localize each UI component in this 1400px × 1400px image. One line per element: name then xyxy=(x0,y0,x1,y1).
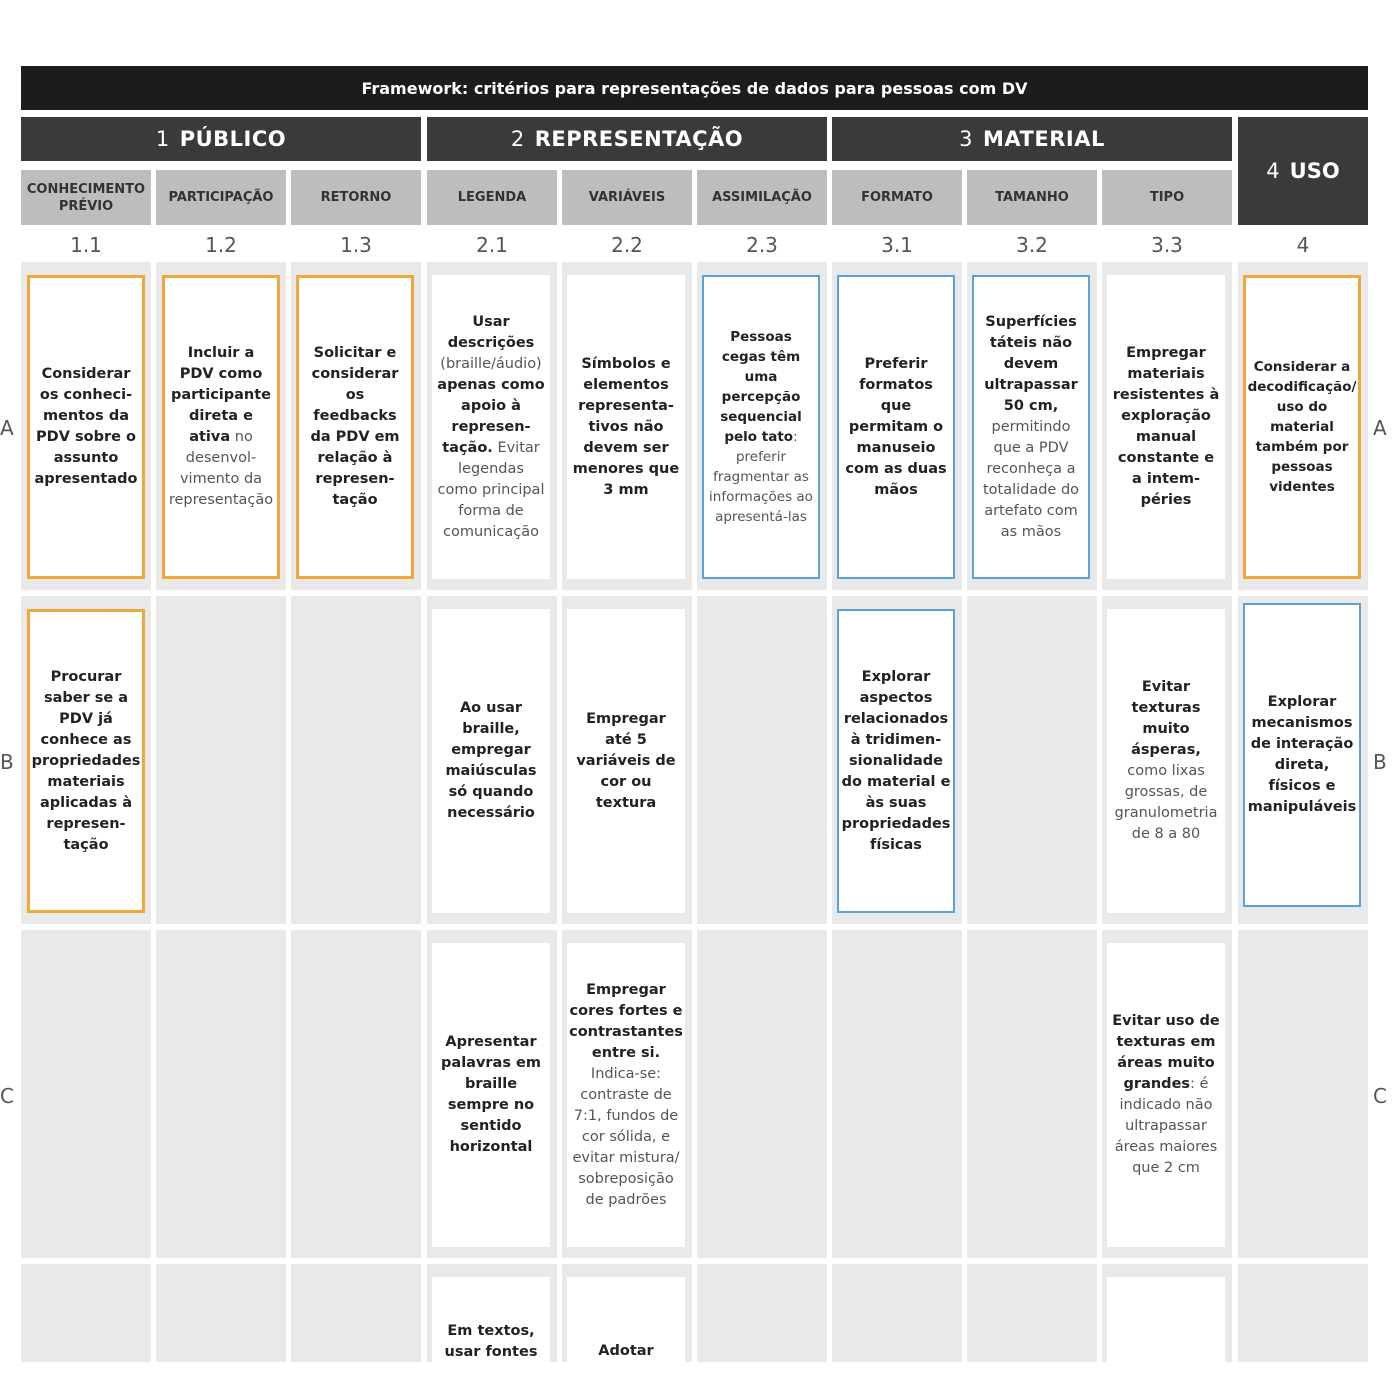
criterion-text: Evitar legendas como principal forma de comunicação xyxy=(437,439,545,540)
criterion-card-3-2-a xyxy=(972,275,1090,579)
criterion-card-3-3-d xyxy=(1107,1277,1225,1362)
criterion-card-2-1-a xyxy=(432,275,550,579)
criterion-card-2-2-a xyxy=(567,275,685,579)
column-header-conhecimento-previo: CONHECIMENTO PRÉVIO xyxy=(21,170,151,225)
row-label-b: B xyxy=(0,750,14,774)
criterion-card-2-1-b xyxy=(432,609,550,913)
criterion-text: (braille/áudio) xyxy=(440,355,542,372)
criterion-card-1-1-a xyxy=(27,275,145,579)
framework-title: Framework: critérios para representações de dados para pessoas com DV xyxy=(21,66,1368,110)
criterion-text: como lixas grossas, de granulometria de 8 a 80 xyxy=(1114,763,1218,842)
column-code: 3.3 xyxy=(1151,233,1183,257)
criterion-text-bold: Empregar cores fortes e contrastantes entre si. xyxy=(569,981,683,1061)
criterion-text-bold: Ao usar braille, empregar maiúsculas só quando necessário xyxy=(445,700,537,821)
criterion-card-2-2-b xyxy=(567,609,685,913)
row-label-c-right: C xyxy=(1373,1084,1387,1108)
criterion-card-2-2-d xyxy=(567,1277,685,1362)
criterion-text-bold: Empregar até 5 variáveis de cor ou textura xyxy=(576,710,676,811)
row-label-a: A xyxy=(0,416,14,440)
column-header-assimilacao: ASSIMILAÇÃO xyxy=(697,170,827,225)
criterion-text-bold: Considerar os conheci-mentos da PDV sobre o assunto apresentado xyxy=(34,366,138,487)
criterion-text-bold: Procurar saber se a PDV já conhece as propriedades materiais aplicadas à represen-tação xyxy=(31,668,141,853)
criterion-text-bold: Símbolos e elementos representa-tivos não devem ser menores que 3 mm xyxy=(572,355,680,498)
column-header-tipo: TIPO xyxy=(1102,170,1232,225)
criterion-text-bold: Evitar uso de texturas em áreas muito grandes xyxy=(1112,1013,1220,1092)
column-header-participacao: PARTICIPAÇÃO xyxy=(156,170,286,225)
criterion-card-2-2-c xyxy=(567,943,685,1247)
group-label: REPRESENTAÇÃO xyxy=(534,127,744,151)
criterion-card-3-3-c xyxy=(1107,943,1225,1247)
row-label-a-right: A xyxy=(1373,416,1387,440)
column-header-tamanho: TAMANHO xyxy=(967,170,1097,225)
criterion-text: : preferir fragmentar as informações ao apresentá-las xyxy=(709,429,813,525)
group-header-uso xyxy=(1238,117,1368,225)
column-code: 3.2 xyxy=(1016,233,1048,257)
criterion-card-2-3-a xyxy=(702,275,820,579)
group-label: PÚBLICO xyxy=(179,127,287,151)
criterion-card-1-2-a xyxy=(162,275,280,579)
criterion-text: Indica-se: contraste de 7:1, fundos de cor sólida, e evitar mistura/ sobreposição de padrões xyxy=(572,1065,680,1208)
group-number: 4 xyxy=(1266,159,1280,183)
criterion-card-4-a xyxy=(1243,275,1361,579)
criterion-text-bold: Evitar texturas muito ásperas, xyxy=(1131,679,1201,758)
criterion-text-bold: Adotar xyxy=(598,1343,654,1359)
criterion-text-bold: Explorar aspectos relacionados à tridimen-sionalidade do material e às suas propriedades físicas xyxy=(841,668,951,853)
column-code: 4 xyxy=(1296,233,1310,257)
criterion-text: : é indicado não ultrapassar áreas maiores que 2 cm xyxy=(1114,1076,1218,1176)
criterion-text-bold: Empregar materiais resistentes à exploração manual constante e a intem-péries xyxy=(1112,345,1220,508)
criterion-card-3-1-a xyxy=(837,275,955,579)
criterion-card-3-3-a xyxy=(1107,275,1225,579)
column-header-formato: FORMATO xyxy=(832,170,962,225)
criterion-card-2-1-c xyxy=(432,943,550,1247)
column-code: 3.1 xyxy=(881,233,913,257)
column-code: 1.2 xyxy=(205,233,237,257)
group-number: 1 xyxy=(155,127,170,151)
group-header-publico xyxy=(21,117,421,161)
criterion-card-2-1-d xyxy=(432,1277,550,1362)
criterion-card-3-3-b xyxy=(1107,609,1225,913)
criterion-text-bold: Explorar mecanismos de interação direta, físicos e manipuláveis xyxy=(1247,694,1357,815)
group-header-representacao xyxy=(427,117,827,161)
column-header-retorno: RETORNO xyxy=(291,170,421,225)
column-code: 1.1 xyxy=(70,233,102,257)
criterion-card-3-1-b xyxy=(837,609,955,913)
column-header-legenda: LEGENDA xyxy=(427,170,557,225)
criterion-text-bold: Pessoas cegas têm uma percepção sequencial pelo tato xyxy=(720,329,802,445)
column-code: 2.2 xyxy=(611,233,643,257)
group-label: MATERIAL xyxy=(983,127,1105,151)
criterion-text-bold: apenas como apoio à represen-tação. xyxy=(437,376,545,456)
column-code: 2.1 xyxy=(476,233,508,257)
criterion-card-4-b xyxy=(1243,603,1361,907)
row-label-b-right: B xyxy=(1373,750,1387,774)
criterion-text-bold: Em textos, usar fontes xyxy=(444,1323,538,1360)
criterion-text: no desenvol-vimento da representação xyxy=(168,429,274,508)
criterion-card-1-1-b xyxy=(27,609,145,913)
criterion-text-bold: Apresentar palavras em braille sempre no sentido horizontal xyxy=(441,1034,541,1155)
column-code: 2.3 xyxy=(746,233,778,257)
criterion-card-1-3-a xyxy=(296,275,414,579)
column-code: 1.3 xyxy=(340,233,372,257)
group-header-material xyxy=(832,117,1232,161)
column-header-variaveis: VARIÁVEIS xyxy=(562,170,692,225)
row-label-c: C xyxy=(0,1084,14,1108)
criterion-text-bold: Usar descrições xyxy=(447,313,535,351)
criterion-text-bold: Solicitar e considerar os feedbacks da PDV em relação à represen-tação xyxy=(310,345,400,508)
criterion-text: permitindo que a PDV reconheça a totalidade do artefato com as mãos xyxy=(982,418,1080,540)
criterion-text-bold: Preferir formatos que permitam o manuseio com as duas mãos xyxy=(845,355,947,498)
group-label: USO xyxy=(1289,159,1340,183)
group-number: 3 xyxy=(959,127,974,151)
criterion-text-bold: Incluir a PDV como participante direta e ativa xyxy=(170,345,272,445)
criterion-text-bold: Considerar a decodificação/ uso do material também por pessoas videntes xyxy=(1247,359,1357,495)
criterion-text-bold: Superfícies táteis não devem ultrapassar 50 cm, xyxy=(984,313,1078,414)
group-number: 2 xyxy=(510,127,525,151)
